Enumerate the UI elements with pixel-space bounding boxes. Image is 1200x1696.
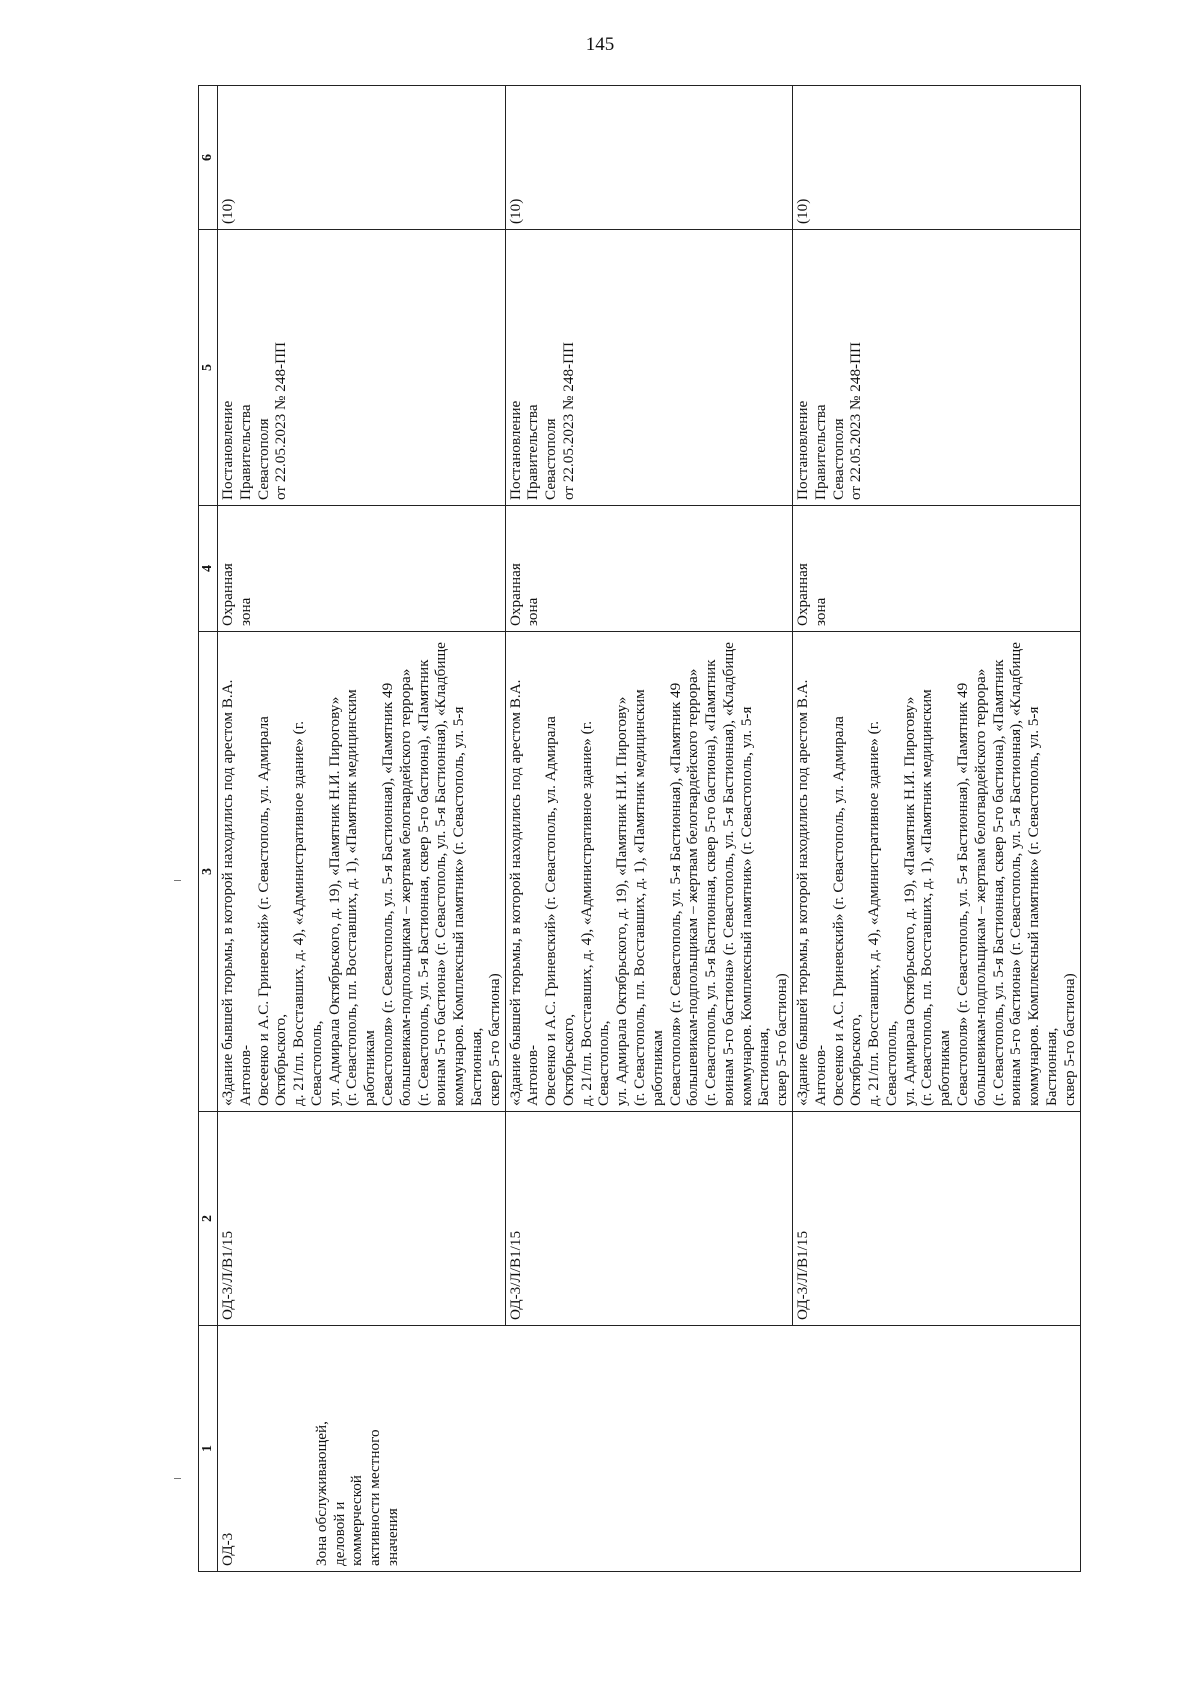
zone-cell: [218, 1326, 1081, 1572]
column-number: 5: [199, 230, 218, 506]
zone-type: Охранная зона: [218, 506, 506, 632]
note: (10): [505, 86, 793, 230]
table-row: [218, 86, 506, 1572]
rotated-table-frame: [198, 86, 1078, 1572]
note: (10): [218, 86, 506, 230]
object-description: «Здание бывшей тюрьмы, в которой находились под арестом В.А. Антонов- Овсеенко и А.С. Гриневский» (г. Севастополь, ул. Адмирала Октябрьского, д. 21/пл. Восставших, д. 4), «Административное здание» (г. Севастополь, ул. Адмирала Октябрьского, д. 19), «Памятник Н.И. Пирогову» (г. Севастополь, пл. Восставших, д. 1), «Памятник медицинским работникам Севастополя» (г. Севастополь, ул. 5-я Бастионная), «Памятник 49 большевикам-подпольщикам – жертвам белогвардейского террора» (г. Севастополь, ул. 5-я Бастионная, сквер 5-го бастиона), «Памятник воинам 5-го бастиона» (г. Севастополь, ул. 5-я Бастионная), «Кладбище коммунаров. Комплексный памятник» (г. Севастополь, ул. 5-я Бастионная, сквер 5-го бастиона): [793, 632, 1081, 1112]
scan-tick-mark: [174, 1478, 181, 1479]
note: (10): [793, 86, 1081, 230]
zone-type: Охранная зона: [793, 506, 1081, 632]
rotated-table-container: [198, 86, 1078, 1572]
regulation-table: [198, 85, 1081, 1572]
column-number-row: [199, 86, 218, 1572]
object-id: ОД-3/Л/В1/15: [505, 1112, 793, 1326]
column-number: 3: [199, 632, 218, 1112]
zone-code: ОД-3: [219, 1532, 236, 1566]
column-number: 2: [199, 1112, 218, 1326]
zone-type: Охранная зона: [505, 506, 793, 632]
page-number: 145: [585, 34, 615, 55]
legal-document: Постановление Правительства Севастополя от 22.05.2023 № 248-ПП: [793, 230, 1081, 506]
legal-document: Постановление Правительства Севастополя от 22.05.2023 № 248-ПП: [218, 230, 506, 506]
scan-tick-mark: [174, 880, 181, 881]
column-number: 6: [199, 86, 218, 230]
object-description: «Здание бывшей тюрьмы, в которой находились под арестом В.А. Антонов- Овсеенко и А.С. Гриневский» (г. Севастополь, ул. Адмирала Октябрьского, д. 21/пл. Восставших, д. 4), «Административное здание» (г. Севастополь, ул. Адмирала Октябрьского, д. 19), «Памятник Н.И. Пирогову» (г. Севастополь, пл. Восставших, д. 1), «Памятник медицинским работникам Севастополя» (г. Севастополь, ул. 5-я Бастионная), «Памятник 49 большевикам-подпольщикам – жертвам белогвардейского террора» (г. Севастополь, ул. 5-я Бастионная, сквер 5-го бастиона), «Памятник воинам 5-го бастиона» (г. Севастополь, ул. 5-я Бастионная), «Кладбище коммунаров. Комплексный памятник» (г. Севастополь, ул. 5-я Бастионная, сквер 5-го бастиона): [218, 632, 506, 1112]
object-description: «Здание бывшей тюрьмы, в которой находились под арестом В.А. Антонов- Овсеенко и А.С. Гриневский» (г. Севастополь, ул. Адмирала Октябрьского, д. 21/пл. Восставших, д. 4), «Административное здание» (г. Севастополь, ул. Адмирала Октябрьского, д. 19), «Памятник Н.И. Пирогову» (г. Севастополь, пл. Восставших, д. 1), «Памятник медицинским работникам Севастополя» (г. Севастополь, ул. 5-я Бастионная), «Памятник 49 большевикам-подпольщикам – жертвам белогвардейского террора» (г. Севастополь, ул. 5-я Бастионная, сквер 5-го бастиона), «Памятник воинам 5-го бастиона» (г. Севастополь, ул. 5-я Бастионная), «Кладбище коммунаров. Комплексный памятник» (г. Севастополь, ул. 5-я Бастионная, сквер 5-го бастиона): [505, 632, 793, 1112]
legal-document: Постановление Правительства Севастополя от 22.05.2023 № 248-ПП: [505, 230, 793, 506]
object-id: ОД-3/Л/В1/15: [793, 1112, 1081, 1326]
column-number: 4: [199, 506, 218, 632]
zone-name: Зона обслуживающей, деловой и коммерческой активности местного значения: [312, 1421, 401, 1566]
column-number: 1: [199, 1326, 218, 1572]
object-id: ОД-3/Л/В1/15: [218, 1112, 506, 1326]
